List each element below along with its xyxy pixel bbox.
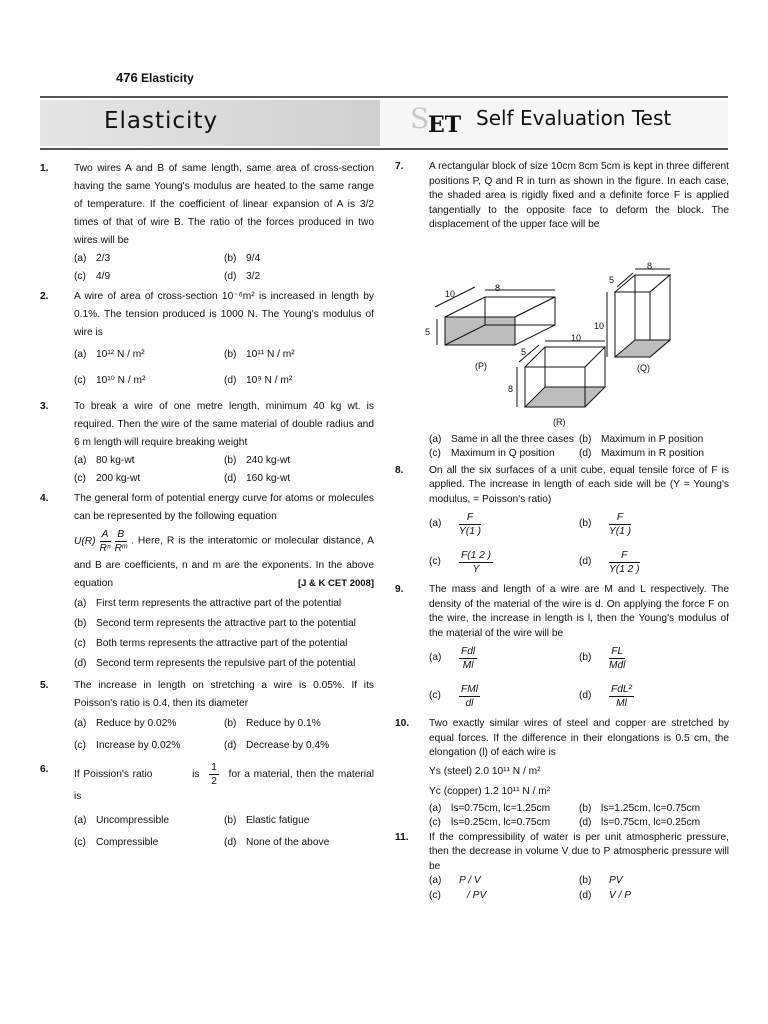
figure-label-p: (P) (475, 360, 487, 371)
dim-label: 8 (647, 260, 653, 271)
option-b: (b) Second term represents the attractive part to the potential (74, 618, 356, 629)
options (429, 507, 729, 579)
option-d: (d) ls=0.75cm, lc=0.25cm (579, 817, 701, 828)
section-title: Self Evaluation Test (476, 106, 672, 130)
question-4 (40, 490, 374, 673)
banner-bottom-rule (40, 148, 728, 150)
question-7-options (395, 433, 729, 462)
option-b: (b) 240 kg-wt (224, 455, 291, 466)
option-c: (c) Maximum in Q position (429, 448, 555, 459)
dim-label: 5 (521, 346, 527, 357)
options (429, 433, 729, 462)
options (429, 802, 729, 831)
option-c: (c) 200 kg-wt (74, 473, 141, 484)
options (429, 641, 729, 713)
option-b: (b) 10¹¹ N / m² (224, 349, 295, 360)
question-number: 8. (395, 464, 404, 476)
option-d: (d) 10⁹ N / m² (224, 375, 293, 386)
option-c: (c) / PV (429, 889, 487, 901)
block-p-shaded-face (445, 317, 515, 345)
question-1 (40, 160, 374, 286)
option-a: (a) ls=0.75cm, lc=1.25cm (429, 802, 551, 814)
question-text: If the compressibility of water is per unit atmospheric pressure, then the decrease in volume V due to P atmospheric pressure will be (429, 831, 729, 872)
left-column (40, 160, 374, 852)
dim-label: 8 (508, 383, 514, 394)
question-text: The mass and length of a wire are M and L respectively. The density of the material of the wire is d. On applying the force F on the wire, the increase in length is l, then the Young's modulus of the material of the wire will be (429, 584, 729, 639)
block-r-shaded-face (525, 387, 605, 407)
question-text: To break a wire of one metre length, minimum 40 kg wt. is required. Then the wire of the same material of double radius and 6 m length will require breaking weight (74, 401, 374, 448)
option-c: (c) $\frac{F(1 2 )}{Y}$ (429, 549, 492, 575)
option-c: (c) $\frac{\text{FMl}}{dl}$ (429, 683, 478, 709)
block-r-top-face (525, 347, 605, 367)
option-a: (a) $\frac{\text{Fdl}}{Ml}$ (429, 645, 476, 671)
question-text: A rectangular block of size 10cm 8cm 5cm is kept in three different positions P, Q and R in turn as shown in the figure. In each case, the shaded area is rigidly fixed and a definite force F is applied tangentially to the opposite face to deform the block. The displacement of the upper face will be (429, 161, 729, 230)
dim-label: 5 (425, 326, 431, 337)
option-d: (d) Second term represents the repulsive part of the potential (74, 658, 356, 669)
running-header (116, 70, 194, 85)
question-11 (395, 831, 729, 904)
options (74, 715, 374, 755)
question-number: 7. (395, 161, 404, 172)
question-text: If Poission's ratio is $\frac{1}{2}$ for a material, then the material is (74, 762, 374, 802)
chapter-name: Elasticity (141, 71, 194, 85)
options (74, 812, 374, 852)
question-text: The general form of potential energy curve for atoms or molecules can be represented by the following equation U(R) $\frac{A}{\text{Rⁿ}}$ $\frac{B}{\text{Rᵐ}}$ . Here, R is the interatomic or molecular distance, A and B are coefficients, n and m are the exponents. In the above equation [J & K CET 2008] (74, 490, 374, 593)
dim-label: 10 (571, 332, 582, 343)
question-6 (40, 761, 374, 852)
dim-label: 10 (445, 288, 456, 299)
exam-tag: [J & K CET 2008] (297, 578, 374, 589)
option-a: (a) 2/3 (74, 253, 111, 264)
option-b: (b) ls=1.25cm, lc=0.75cm (579, 802, 701, 814)
question-text: Two wires A and B of same length, same area of cross-section having the same Young's modulus are heated to the same range of temperature. If the coefficient of linear expansion of A is 3/2 times of that of wire B. The ratio of the forces produced in two wires will be (74, 163, 374, 246)
chapter-banner (40, 96, 728, 150)
equation-term-b: $\frac{B}{\text{Rᵐ}}$ (114, 529, 128, 554)
question-8 (395, 464, 729, 580)
banner-top-rule (40, 96, 728, 98)
dim-label: 10 (594, 320, 605, 331)
question-10 (395, 717, 729, 831)
block-figure (395, 237, 729, 447)
option-a: (a) 80 kg-wt (74, 455, 135, 466)
option-b: (b) Elastic fatigue (224, 815, 310, 826)
options (429, 874, 729, 903)
dim-label: 8 (495, 282, 501, 293)
option-b: (b) Reduce by 0.1% (224, 718, 321, 729)
option-d: (d) 160 kg-wt (224, 473, 291, 484)
youngs-modulus-steel: Ys (steel) 2.0 10¹¹ N / m² (429, 765, 541, 777)
option-b: (b) PV (579, 875, 623, 886)
right-column (395, 160, 729, 903)
option-c: (c) Increase by 0.02% (74, 740, 181, 751)
option-a: (a) Reduce by 0.02% (74, 718, 177, 729)
option-b: (b) 9/4 (224, 253, 261, 264)
question-number: 3. (40, 401, 49, 412)
question-text: On all the six surfaces of a unit cube, equal tensile force of F is applied. The increase in length of each side will be (Y = Young's modulus, = Poisson's ratio) (429, 464, 729, 505)
options (74, 346, 374, 390)
question-7 (395, 160, 729, 233)
option-d: (d) Maximum in R position (579, 448, 705, 459)
question-number: 4. (40, 493, 49, 504)
option-a: (a) 10¹² N / m² (74, 349, 145, 360)
question-number: 11. (395, 831, 409, 843)
question-text-cont: . Here, R is the interatomic or molecular distance, A and B are coefficients, n and m are the exponents. In the above equation (74, 535, 374, 589)
option-b: (b) Maximum in P position (579, 433, 704, 445)
options (74, 595, 374, 673)
equation-lhs: U(R) (74, 535, 96, 547)
page-number: 476 (116, 70, 138, 85)
option-d: (d) V / P (579, 889, 632, 901)
equation-term-a: $\frac{A}{\text{Rⁿ}}$ (99, 529, 111, 554)
option-d: (d) $\frac{\text{FdL²}}{Ml}$ (579, 683, 632, 709)
question-number: 10. (395, 718, 410, 729)
option-c: (c) Both terms represents the attractive part of the potential (74, 638, 348, 649)
figure-label-q: (Q) (637, 362, 650, 373)
option-d: (d) 3/2 (224, 271, 261, 282)
question-9 (395, 583, 729, 713)
youngs-modulus-copper: Yc (copper) 1.2 10¹¹ N / m² (429, 786, 551, 797)
question-number: 1. (40, 163, 49, 174)
question-number: 6. (40, 764, 49, 775)
option-b: (b) $\frac{F}{Y(1 )}$ (579, 511, 632, 537)
option-a: (a) $\frac{F}{Y(1 )}$ (429, 511, 482, 537)
question-5 (40, 677, 374, 755)
question-text: Two exactly similar wires of steel and copper are stretched by equal forces. If the difference in their elongations is 0.5 cm, the elongation (l) of each wire is (429, 718, 729, 758)
chapter-title: Elasticity (104, 108, 219, 134)
question-number: 2. (40, 291, 49, 302)
option-c: (c) Compressible (74, 837, 159, 848)
question-number: 9. (395, 584, 404, 595)
option-a: (a) Uncompressible (74, 815, 170, 826)
option-d: (d) $\frac{F}{Y(1 2 )}$ (579, 549, 640, 575)
option-a: (a) P / V (429, 875, 481, 886)
set-logo-et: ET (428, 112, 462, 138)
dim-label: 5 (609, 274, 615, 285)
question-3 (40, 398, 374, 488)
option-a: (a) First term represents the attractive part of the potential (74, 598, 342, 609)
figure-label-r: (R) (553, 416, 566, 427)
option-c: (c) 10¹⁰ N / m² (74, 375, 146, 386)
set-logo-s: S (410, 102, 430, 135)
fraction-half: $\frac{1}{2}$ (211, 762, 217, 787)
option-c: (c) 4/9 (74, 271, 111, 282)
options (74, 250, 374, 286)
option-c: (c) ls=0.25cm, lc=0.75cm (429, 817, 551, 828)
option-d: (d) None of the above (224, 837, 330, 848)
option-a: (a) Same in all the three cases (429, 433, 574, 445)
question-text: A wire of area of cross-section 10⁻⁶m² is increased in length by 0.1%. The tension produced is 1000 N. The Young's modulus of wire is (74, 291, 374, 338)
question-2 (40, 288, 374, 390)
option-d: (d) Decrease by 0.4% (224, 740, 330, 751)
question-text: The increase in length on stretching a wire is 0.05%. If its Poisson's ratio is 0.4, then its diameter (74, 680, 374, 709)
option-b: (b) $\frac{FL}{\text{Mdl}}$ (579, 645, 626, 671)
question-number: 5. (40, 680, 49, 691)
options (74, 452, 374, 488)
